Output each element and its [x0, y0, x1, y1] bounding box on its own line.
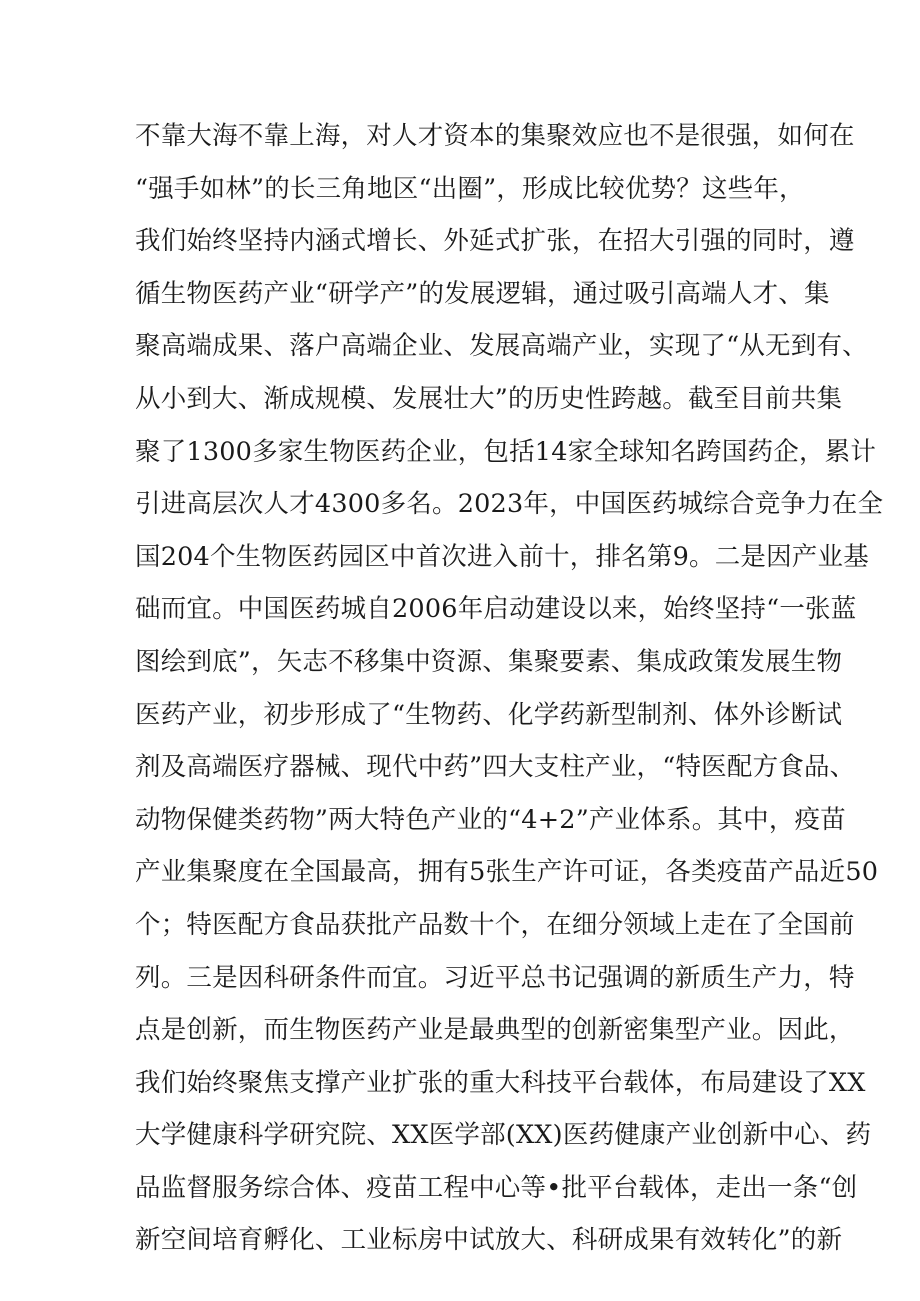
text-line-20: 大学健康科学研究院、XX医学部(XX)医药健康产业创新中心、药: [135, 1120, 872, 1151]
text-line-1: 不靠大海不靠上海，对人才资本的集聚效应也不是很强，如何在: [135, 121, 855, 151]
text-line-4: 循生物医药产业“研学产”的发展逻辑，通过吸引高端人才、集: [135, 278, 830, 309]
text-line-9: 国204个生物医药园区中首次进入前十，排名第9。二是因产业基: [135, 541, 869, 572]
text-line-15: 产业集聚度在全国最高，拥有5张生产许可证，各类疫苗产品近50: [135, 857, 879, 888]
body-paragraph: [135, 110, 884, 1267]
text-line-10: 础而宜。中国医药城自2006年启动建设以来，始终坚持“一张蓝: [135, 594, 857, 625]
text-line-8: 引进高层次人才4300多名。2023年，中国医药城综合竞争力在全: [135, 489, 884, 520]
text-line-11: 图绘到底”，矢志不移集中资源、集聚要素、集成政策发展生物: [135, 646, 843, 677]
text-line-14: 动物保健类药物”两大特色产业的“4+2”产业体系。其中，疫苗: [135, 804, 846, 835]
text-line-12: 医药产业，初步形成了“生物药、化学药新型制剂、体外诊断试: [135, 699, 843, 730]
text-line-18: 点是创新，而生物医药产业是最典型的创新密集型产业。因此，: [135, 1015, 855, 1046]
text-line-3: 我们始终坚持内涵式增长、外延式扩张，在招大引强的同时，遵: [135, 226, 855, 257]
text-line-16: 个；特医配方食品获批产品数十个，在细分领域上走在了全国前: [135, 909, 855, 940]
text-line-17: 列。三是因科研条件而宜。习近平总书记强调的新质生产力，特: [135, 962, 855, 993]
text-line-13: 剂及高端医疗器械、现代中药”四大支柱产业，“特医配方食品、: [135, 752, 856, 783]
text-line-19: 我们始终聚焦支撑产业扩张的重大科技平台载体，布局建设了XX: [135, 1067, 866, 1098]
text-line-22: 新空间培育孵化、工业标房中试放大、科研成果有效转化”的新: [135, 1225, 843, 1256]
text-line-7: 聚了1300多家生物医药企业，包括14家全球知名跨国药企，累计: [135, 436, 877, 467]
text-line-5: 聚高端成果、落户高端企业、发展高端产业，实现了“从无到有、: [135, 331, 868, 362]
text-line-2: “强手如林”的长三角地区“出圈”，形成比较优势？这些年，: [135, 173, 805, 204]
text-line-6: 从小到大、渐成规模、发展壮大”的历史性跨越。截至目前共集: [135, 383, 843, 414]
text-line-21: 品监督服务综合体、疫苗工程中心等•批平台载体，走出一条“创: [135, 1172, 858, 1203]
